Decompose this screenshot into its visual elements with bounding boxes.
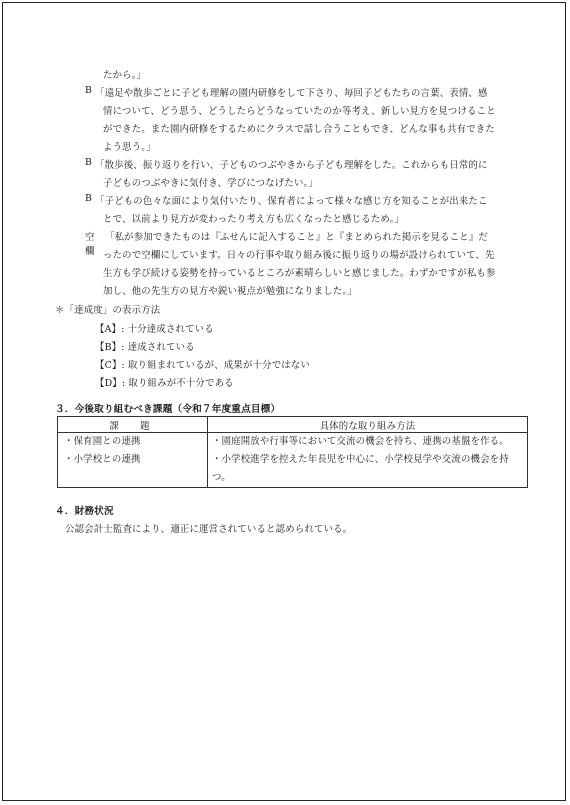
section3-heading: ３．今後取り組むべき課題（令和７年度重点目標） [55,404,281,415]
comment-line: 「遠足や散歩ごとに子ども理解の園内研修をして下さり、毎回子どもたちの言葉、表情、感 [95,88,488,99]
issue-item: ・保育園との連携 [64,436,141,447]
comment-line: ができた。また園内研修をするためにクラスで話し合うこともでき、どんな事も共有できた [103,124,495,135]
comment-line: 「私が参加できたものは『ふせんに記入すること』と『まとめられた掲示を見ること』だ [105,232,489,243]
document-page [2,2,566,801]
rating-item: 【B】: 達成されている [95,342,195,353]
section4-heading: ４．財務状況 [55,506,114,517]
rating-item: 【D】: 取り組みが不十分である [95,378,234,389]
comment-line: 「子どもの色々な面により気付いたり、保育者によって様々な感じ方を知ることが出来たこ [95,196,488,207]
comment-line: 「散歩後、振り返りを行い、子どものつぶやきから子ども理解をした。これからも日常的に [95,160,488,171]
rating-item: 【C】: 取り組まれているが、成果が十分ではない [95,360,310,371]
table-header-issue: 課 題 [58,417,208,433]
comment-line: 生方も学び続ける姿勢を持っているところが素晴らしいと感じました。わずかですが私も参 [103,268,496,279]
issues-cell [58,433,208,488]
rating-method-title: ＊「達成度」の表示方法 [55,305,161,316]
comment-line: 情について、どう思う、どうしたらどうなっていたのか等考え、新しい見方を見つけること [103,106,496,117]
comment-line: とで、以前より見方が変わったり考え方も広くなったと感じるため。」 [103,214,405,225]
comment-rating: B [85,157,93,168]
method-item: ・園庭開放や行事等において交流の機会を持ち、連携の基盤を作る。 [212,436,509,447]
method-item: ・小学校進学を控えた年長児を中心に、小学校見学や交流の機会を持つ。 [212,454,509,483]
comment-rating: B [85,193,93,204]
comment-rating: 空欄 [85,232,95,257]
comment-line: よう思う。」 [103,142,156,153]
methods-cell [208,433,528,488]
comment-line: 子どものつぶやきに気付き、学びにつなげたい。」 [103,178,318,189]
section4-text: 公認会計士監査により、適正に運営されていると認められている。 [65,524,353,535]
rating-item: 【A】: 十分達成されている [95,324,214,335]
comment-line: ったので空欄にしています。日々の行事や取り組み後に振り返りの場が設けられていて、先 [103,250,495,261]
comment-line: 加し、他の先生方の見方や鋭い視点が勉強になりました。」 [103,286,357,297]
tasks-table [57,416,528,488]
comment-rating: B [85,85,93,96]
comment-continuation: たから。」 [103,70,147,81]
table-header-method: 具体的な取り組み方法 [208,417,528,433]
issue-item: ・小学校との連携 [64,454,141,465]
